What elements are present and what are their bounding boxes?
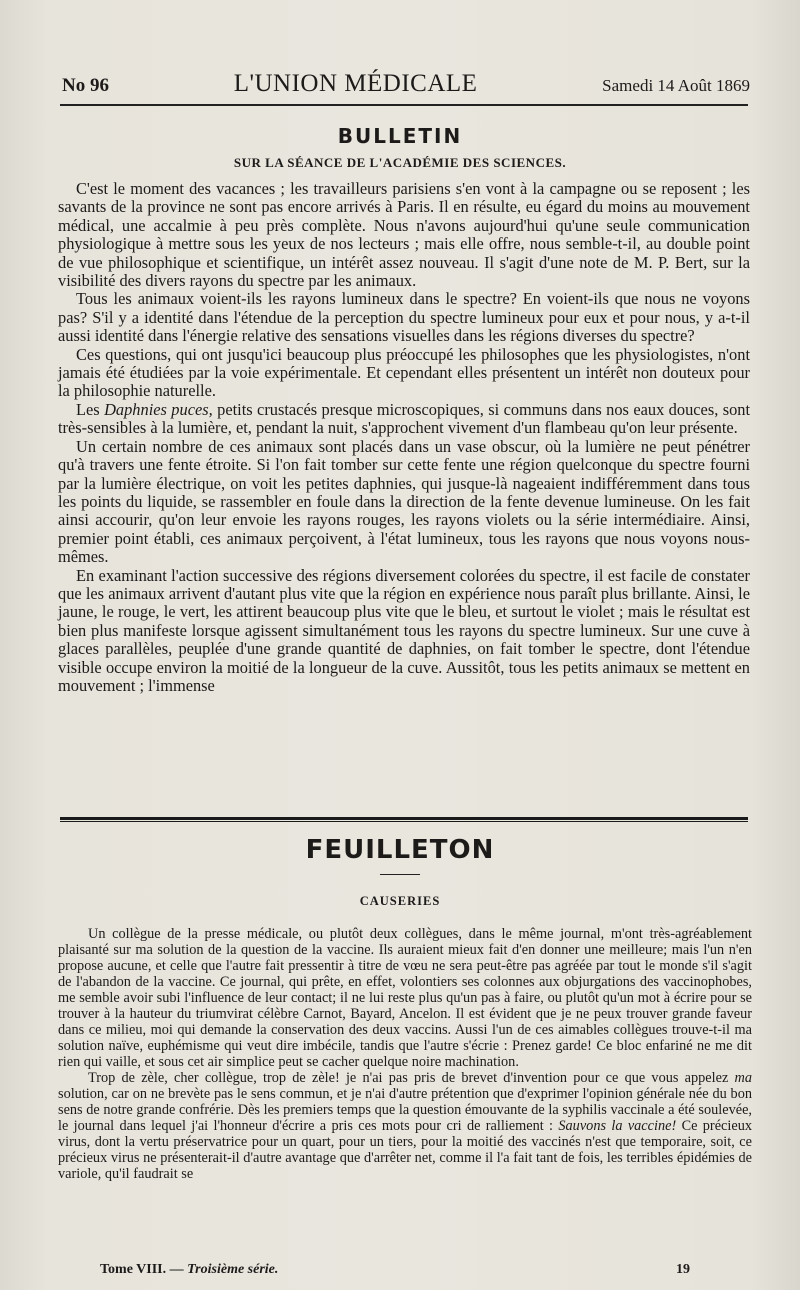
paragraph-lead: Les — [76, 399, 105, 419]
feuilleton-rule — [380, 874, 420, 875]
italic-term: ma — [734, 1070, 752, 1086]
bulletin-paragraph: C'est le moment des vacances ; les travailleurs parisiens s'en vont à la campagne ou se reposent ; les savants de la province ne sont pas encore arrivés à Paris. Il en résulte, eu égard du moins au mouvement médical, une accalmie à peu près complète. Nous n'avons aujourd'hui qu'une seule communication physiologique à mettre sous les yeux de nos lecteurs ; mais elle offre, nous semble-t-il, au double point de vue philosophique et scientifique, un intérêt assez nouveau. Il s'agit d'une note de M. P. Bert, sur la visibilité des divers rayons du spectre par les animaux. — [58, 179, 750, 291]
feuilleton-paragraph: Un collègue de la presse médicale, ou plutôt deux collègues, dans le même journal, m'ont très-agréablement plaisanté sur ma solution de la question de la vaccine. Ils auraient mieux fait d'en donner une meilleure; mais l'un n'en propose aucune, et celle que l'autre fait pressentir à titre de vœu ne sera peut-être pas agréée par tout le monde s'il s'agit de l'abandon de la vaccine. Ce journal, qui prête, en effet, volontiers ses colonnes aux objurgations des vaccinophobes, me semble avoir subi l'influence de leur contact; il ne lui reste plus qu'un pas à faire, ou plutôt qu'un mot à écrire pour se trouver à la hauteur du triumvirat célèbre Carnot, Bayard, Ancelon. Il est évident que je ne peux trouver grande faveur dans ce milieu, moi qui demande la conservation des deux vaccins. Aussi l'un de ces aimables collègues trouve-t-il ma solution naïve, euphémisme qui veut dire imbécile, tandis que l'autre s'écrie : Prenez garde! Ce bloc enfariné ne me dit rien qui vaille, et sous cet air simplice peut se cacher quelque noire machination. — [58, 926, 752, 1070]
feuilleton-heading: FEUILLETON — [305, 835, 495, 865]
bulletin-paragraph: Ces questions, qui ont jusqu'ici beaucoup plus préoccupé les philosophes que les physiologistes, n'ont jamais été étudiées par la voie expérimentale. Et cependant elles présentent un intérêt non douteux pour la philosophie naturelle. — [58, 344, 750, 401]
paragraph-text: petits crustacés presque microscopiques, si communs dans nos eaux douces, sont très-sensibles à la lumière, et, pendant la nuit, s'approchent vivement d'un flambeau qu'on leur présente. — [58, 399, 751, 438]
paragraph-text: Ce précieux virus, dont la vertu préservatrice pour un quart, pour un tiers, pour la moitié des vaccinés n'est que temporaire, soit, ce précieux virus ne présenterait-il d'autre avantage que d'arrêter net, comme il l'a fait tant de fois, les terribles épidémies de variole, qu'il faudrait se — [58, 1118, 752, 1182]
paragraph-text: solution, car on ne brevète pas le sens commun, et je n'ai d'autre prétention que d'exprimer l'opinion générale née du bon sens de notre grande confrérie. Dès les premiers temps que la question émouvante de la syphilis vaccinale a été soulevée, le journal dans lequel j'ai l'honneur d'écrire a pris ces mots pour cri de ralliement : — [58, 1086, 752, 1134]
bulletin-paragraph: Un certain nombre de ces animaux sont placés dans un vase obscur, où la lumière ne peut pénétrer qu'à travers une fente étroite. Si l'on fait tomber sur cette fente une région quelconque du spectre fourni par la lumière électrique, on voit les petites daphnies, qui jusque-là nageaient indifféremment dans tous les points du liquide, se rassembler en foule dans la direction de la fente devenue lumineuse. On les fait ainsi accourir, qu'on leur envoie les rayons rouges, les rayons violets ou la série intermédiaire. Ainsi, premier point établi, ces animaux perçoivent, à l'état lumineux, tous les rayons que nous voyons nous-mêmes. — [58, 436, 750, 567]
bulletin-paragraph: Tous les animaux voient-ils les rayons lumineux dans le spectre? En voient-ils que nous ne voyons pas? S'il y a identité dans l'étendue de la perception du spectre lumineux pour eux et pour nous, y a-t-il aussi identité dans l'énergie relative des sensations visuelles dans les régions diverses du spectre? — [58, 289, 750, 346]
section-divider — [60, 817, 748, 822]
bulletin-body — [58, 180, 750, 695]
issue-date: Samedi 14 Août 1869 — [602, 76, 750, 95]
bulletin-paragraph — [58, 401, 750, 438]
journal-title: L'UNION MÉDICALE — [233, 70, 478, 97]
header-rule — [60, 104, 748, 106]
page-footer — [100, 1262, 690, 1278]
tome-label: Tome VIII. — — [100, 1262, 188, 1277]
bulletin-subheading: SUR LA SÉANCE DE L'ACADÉMIE DES SCIENCES. — [233, 155, 567, 170]
paragraph-text: Trop de zèle, cher collègue, trop de zèle! je n'ai pas pris de brevet d'invention pour ce que vous appelez — [88, 1070, 735, 1086]
italic-term: Daphnies puces, — [104, 399, 213, 419]
volume-info — [100, 1262, 278, 1278]
feuilleton-body — [58, 926, 752, 1182]
feuilleton-paragraph — [58, 1070, 752, 1182]
bulletin-paragraph: En examinant l'action successive des régions diversement colorées du spectre, il est facile de constater que les animaux arrivent d'autant plus vite que la région en expérience nous paraît plus brillante. Ainsi, le jaune, le rouge, le vert, les attirent beaucoup plus vite que le bleu, et surtout le violet ; mais le résultat est bien plus manifeste lorsque agissent simultanément tous les rayons du spectre lumineux. Sur une cuve à glaces parallèles, peuplée d'une grande quantité de daphnies, on fait tomber le spectre, dont l'étendue visible occupe environ la moitié de la longueur de la cuve. Aussitôt, tous les petits animaux se mettent en mouvement ; l'immense — [58, 565, 750, 695]
masthead — [62, 70, 750, 100]
bulletin-heading: BULLETIN — [337, 124, 463, 148]
italic-phrase: Sauvons la vaccine! — [558, 1118, 677, 1134]
page-number: 19 — [676, 1262, 690, 1277]
issue-number: No 96 — [62, 75, 109, 96]
feuilleton-subheading: CAUSERIES — [359, 894, 441, 908]
series-label: Troisième série. — [187, 1262, 279, 1277]
